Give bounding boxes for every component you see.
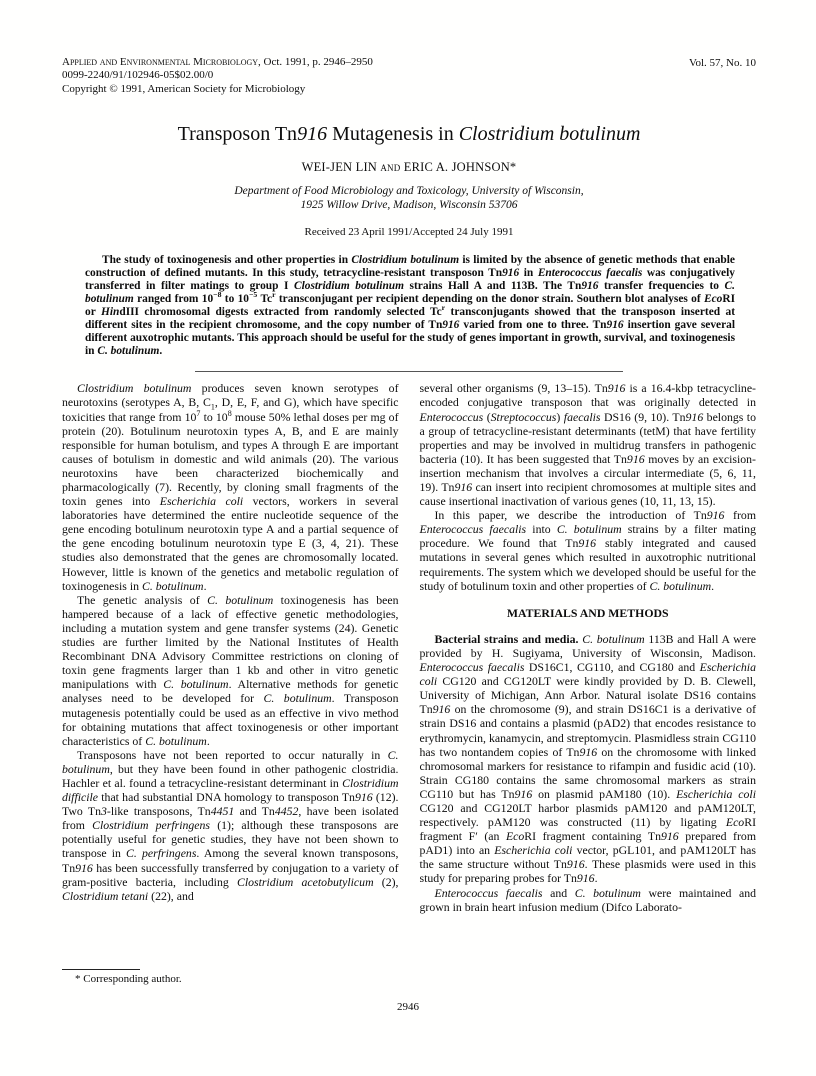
affiliation [62, 184, 756, 212]
paragraph: Enterococcus faecalis and C. botulinum were maintained and grown in brain heart infusion medium (Difco Laborato- [419, 885, 756, 914]
issn-line: 0099-2240/91/102946-05$02.00/0 [62, 69, 214, 82]
corresponding-author-note: * Corresponding author. [75, 973, 182, 985]
section-heading: MATERIALS AND METHODS [506, 605, 669, 620]
paragraph: The genetic analysis of C. botulinum toxinogenesis has been hampered because of a lack of effective genetic methodologies, including a mutation system and gene transfer systems (24). Genetic studies are further limited by the National Institutes of Health Recombinant DNA Advisory Committee restrictions on cloning of toxin gene fragments larger than 1 kb and other in vitro genetic manipulations with C. botulinum. Alternative methods for genetic analyses need to be developed for C. botulinum. Transposon mutagenesis potentially could be used as an effective in vivo method for obtaining mutations that affect toxinogenesis or other important characteristics of C. botulinum. [62, 592, 399, 748]
left-column [62, 381, 399, 913]
volume-info: Vol. 57, No. 10 [688, 57, 756, 69]
journal-header [62, 56, 756, 96]
authors-line: WEI-JEN LIN and ERIC A. JOHNSON* [301, 159, 517, 174]
copyright-line: Copyright © 1991, American Society for Microbiology [62, 82, 306, 95]
received-line: Received 23 April 1991/Accepted 24 July 1991 [304, 225, 514, 238]
separator-rule [195, 371, 623, 372]
page-number: 2946 [397, 1001, 419, 1013]
paragraph: several other organisms (9, 13–15). Tn916 is a 16.4-kbp tetracycline-encoded conjugative transposon that was originally detected in Enterococcus (Streptococcus) faecalis DS16 (9, 10). Tn916 belongs to a group of tetracycline-resistant determinants (tetM) that have fertility properties and may be involved in multidrug transfers in pathogenic bacteria (10). It has been suggested that Tn916 moves by an excision-insertion mechanism that involves a circular intermediate (5, 6, 11, 19). Tn916 can insert into recipient chromosomes at multiple sites and cause insertional inactivation of various genes (10, 11, 13, 15). [419, 381, 757, 509]
footnote-rule [62, 969, 140, 970]
footnote [62, 969, 398, 985]
paragraph: In this paper, we describe the introduction of Tn916 from Enterococcus faecalis into C. botulinum strains by a filter mating procedure. We found that Tn916 stably integrated and caused mutations in several genes which resulted in auxotrophic nutritional requirements. The system which we developed should be useful for the study of botulinum toxin and other properties of C. botulinum. [419, 508, 756, 593]
paragraph: Bacterial strains and media. C. botulinum 113B and Hall A were provided by H. Sugiyama, University of Wisconsin, Madison. Enterococcus faecalis DS16C1, CG110, and CG180 and Escherichia coli CG120 and CG120LT were kindly provided by D. B. Clewell, University of Michigan, Ann Arbor. Natural isolate DS16 contains Tn916 on the chromosome (9), and strain DS16C1 is a derivative of strain DS16 and contains a plasmid (pAD2) that encodes resistance to erythromycin, kanamycin, and streptomycin. Plasmidless strain CG110 has two nontandem copies of Tn916 on the chromosome with linked chromosomal markers for resistance to rifampin and fusidic acid (10). Strain CG180 contains the same chromosomal markers as strain CG110 but has Tn916 on plasmid pAM180 (10). Escherichia coli CG120 and CG120LT harbor plasmids pAM120 and pAM120LT, respectively. pAM120 was constructed (11) by ligating EcoRI fragment F′ (an EcoRI fragment containing Tn916 prepared from pAD1) into an Escherichia coli vector, pGL101, and pAM120LT has the same structure without Tn916. These plasmids were used in this study for preparing probes for Tn916. [419, 631, 756, 886]
journal-header-left [62, 56, 373, 96]
affiliation-line-2: 1925 Willow Drive, Madison, Wisconsin 53706 [300, 198, 518, 211]
right-column [420, 381, 757, 913]
article-body [62, 381, 756, 913]
journal-line: Applied and Environmental Microbiology, Oct. 1991, p. 2946–2950 [62, 56, 373, 68]
paragraph: Transposons have not been reported to occur naturally in C. botulinum, but they have been found in other pathogenic clostridia. Hachler et al. found a tetracycline-resistant determinant in Clostridium difficile that had substantial DNA homology to transposon Tn916 (12). Two Tn3-like transposons, Tn4451 and Tn4452, have been isolated from Clostridium perfringens (1); although these transposons are potentially useful for genetic studies, they have not been shown to transpose in C. perfringens. Among the several known transposons, Tn916 has been successfully transferred by conjugation to a variety of gram-positive bacteria, including Clostridium acetobutylicum (2), Clostridium tetani (22), and [62, 747, 399, 903]
abstract: The study of toxinogenesis and other properties in Clostridium botulinum is limited by the absence of genetic methods that enable construction of defined mutants. In this study, tetracycline-resistant transposon Tn916 in Enterococcus faecalis was conjugatively transferred in filter matings to group I Clostridium botulinum strains Hall A and 113B. The Tn916 transfer frequencies to C. botulinum ranged from $10^{-8}$ to $10^{-5}$ Tc$^r$ transconjugant per recipient depending on the donor strain. Southern blot analyses of EcoRI or HindIII chromosomal digests extracted from randomly selected Tc$^r$ transconjugants showed that the transposon inserted at different sites in the recipient chromosome, and the copy number of Tn916 varied from one to three. Tn916 insertion gave several different auxotrophic mutants. This approach should be useful for the study of genes important in growth, survival, and toxinogenesis in C. botulinum. [85, 253, 736, 358]
paper-title: Transposon Tn916 Mutagenesis in Clostridium botulinum [177, 123, 641, 146]
paragraph: Clostridium botulinum produces seven known serotypes of neurotoxins (serotypes A, B, $C_1$, D, E, F, and G), which have specific toxicities that range from $10^7$ to $10^8$ mouse 50% lethal doses per mg of protein (20). Botulinum neurotoxin types A, B, and E are mainly responsible for human botulism, and types A through E are important causes of botulism in domestic and wild animals (20). The various neurotoxins have been characterized biochemically and pharmacologically (7). Recently, by cloning small fragments of the toxin genes into Escherichia coli vectors, workers in several laboratories have determined the entire nucleotide sequence of the gene encoding botulinum neurotoxin type A and a partial sequence of the gene encoding botulinum neurotoxin type E (3, 4, 21). These studies also demonstrated that the genes are chromosomally located. However, little is known of the genetics and metabolic regulation of toxinogenesis in C. botulinum. [62, 381, 399, 593]
affiliation-line-1: Department of Food Microbiology and Toxicology, University of Wisconsin, [234, 184, 584, 197]
